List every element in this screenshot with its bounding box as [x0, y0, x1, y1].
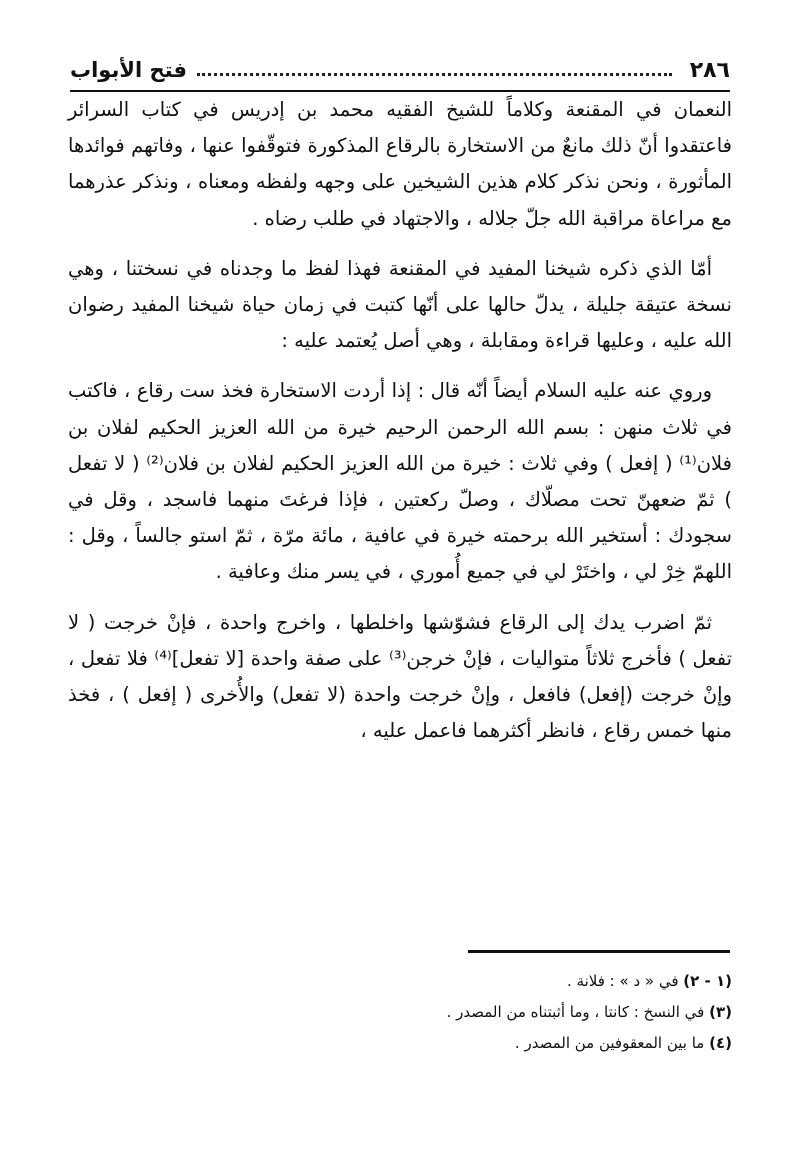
- paragraph-2: أمّا الذي ذكره شيخنا المفيد في المقنعة فهذا لفظ ما وجدناه في نسختنا ، وهي نسخة عتيقة جليلة ، يدلّ حالها على أنّها كتبت في زمان حياة شيخنا المفيد رضوان الله عليه ، وعليها قراءة ومقابلة ، وهي أصل يُعتمد عليه :: [68, 256, 732, 353]
- page-number: ٢٨٦: [689, 57, 730, 83]
- running-title: فتح الأبواب: [70, 58, 187, 82]
- footnote-divider: [468, 950, 730, 953]
- paragraph-4: ثمّ اضرب يدك إلى الرقاع فشوّشها واخلطها ، واخرج واحدة ، فإنْ خرجت ( لا تفعل ) فأخرج ثلاثاً متواليات ، فإنْ خرجن⁽³⁾ على صفة واحدة [لا تفعل]⁽⁴⁾ فلا تفعل ، وإنْ خرجت (إفعل) فافعل ، وإنْ خرجت واحدة (لا تفعل) والأُخرى ( إفعل ) ، فخذ منها خمس رقاع ، فانظر أكثرهما فاعمل عليه ،: [68, 610, 732, 743]
- leader-dots: [197, 73, 672, 76]
- footnote-mark: (١ - ٢): [683, 972, 732, 990]
- footnote-mark: (٤): [709, 1034, 732, 1052]
- paragraph-3: وروي عنه عليه السلام أيضاً أنّه قال : إذا أردت الاستخارة فخذ ست رقاع ، فاكتب في ثلاث منهن : بسم الله الرحمن الرحيم خيرة من الله العزيز الحكيم لفلان بن فلان⁽¹⁾ ( إفعل ) وفي ثلاث : خيرة من الله العزيز الحكيم لفلان بن فلان⁽²⁾ ( لا تفعل ) ثمّ ضعهنّ تحت مصلّاك ، وصلّ ركعتين ، فإذا فرغتَ منهما فاسجد ، وقل في سجودك : أستخير الله برحمته خيرة في عافية ، مائة مرّة ، ثمّ استو جالساً ، وقل : اللهمّ خِرْ لي ، واختَرْ لي في جميع أُموري ، في يسر منك وعافية .: [68, 379, 732, 584]
- footnote-mark: (٣): [709, 1003, 732, 1021]
- page-header: [70, 50, 730, 92]
- footnote-2: [300, 997, 732, 1028]
- footnotes: [300, 966, 732, 1059]
- footnote-text: في « د » : فلانة .: [567, 972, 679, 990]
- footnote-3: [300, 1028, 732, 1059]
- footnote-text: ما بين المعقوفين من المصدر .: [514, 1034, 705, 1052]
- footnote-1: [300, 966, 732, 997]
- paragraph-1: النعمان في المقنعة وكلاماً للشيخ الفقيه محمد بن إدريس في كتاب السرائر فاعتقدوا أنّ ذلك مانعٌ من الاستخارة بالرقاع المذكورة فتوقّفوا عنها ، وفاتهم فوائدها المأثورة ، ونحن نذكر كلام هذين الشيخين على وجهه ولفظه ومعناه ، ونذكر عذرهما مع مراعاة مراقبة الله جلّ جلاله ، والاجتهاد في طلب رضاه .: [68, 98, 732, 230]
- footnote-text: في النسخ : كانتا ، وما أثبتناه من المصدر .: [446, 1003, 705, 1021]
- main-text: [68, 92, 732, 749]
